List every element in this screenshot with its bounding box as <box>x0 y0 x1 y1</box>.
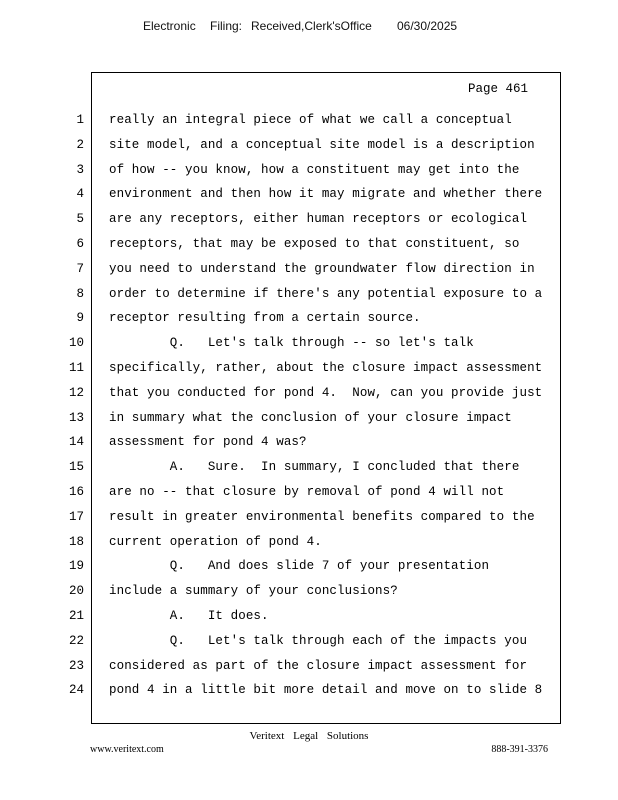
line-number: 21 <box>68 608 84 623</box>
line-number: 15 <box>68 460 84 475</box>
filing-stamp-received: Received,Clerk'sOffice <box>251 19 372 33</box>
transcript-line: include a summary of your conclusions? <box>109 584 398 599</box>
line-number: 20 <box>68 584 84 599</box>
line-number-column <box>62 111 84 706</box>
transcript-line: current operation of pond 4. <box>109 534 322 549</box>
line-number: 19 <box>68 559 84 574</box>
transcript-line: considered as part of the closure impact assessment for <box>109 658 528 673</box>
line-number: 18 <box>68 534 84 549</box>
transcript-line: assessment for pond 4 was? <box>109 435 307 450</box>
line-number: 5 <box>76 212 84 227</box>
line-number: 7 <box>76 261 84 276</box>
transcript-line: in summary what the conclusion of your closure impact <box>109 410 512 425</box>
footer-company: Veritext Legal Solutions <box>249 730 369 742</box>
transcript-line: pond 4 in a little bit more detail and move on to slide 8 <box>109 683 543 698</box>
transcript-line: really an integral piece of what we call a conceptual <box>109 113 512 127</box>
line-number: 8 <box>76 286 84 301</box>
transcript-line: A. It does. <box>109 608 269 623</box>
line-number: 16 <box>68 484 84 499</box>
line-number: 9 <box>76 311 84 326</box>
line-number: 23 <box>68 658 84 673</box>
transcript-line: specifically, rather, about the closure impact assessment <box>109 360 543 375</box>
transcript-line: Q. And does slide 7 of your presentation <box>109 559 490 574</box>
filing-stamp-filing: Filing: <box>210 19 243 33</box>
line-number: 2 <box>76 137 84 152</box>
line-number: 1 <box>76 113 84 127</box>
line-number: 22 <box>68 633 84 648</box>
transcript-line: are any receptors, either human receptors or ecological <box>109 212 528 227</box>
line-number: 24 <box>68 683 84 698</box>
transcript-line: Q. Let's talk through each of the impacts you <box>109 633 528 648</box>
transcript-line: that you conducted for pond 4. Now, can you provide just <box>109 385 543 400</box>
transcript-line: environment and then how it may migrate and whether there <box>109 187 543 202</box>
filing-stamp-electronic: Electronic <box>143 19 196 33</box>
filing-stamp-date: 06/30/2025 <box>397 19 458 33</box>
footer-phone: 888-391-3376 <box>491 744 548 755</box>
transcript-line: order to determine if there's any potential exposure to a <box>109 286 543 301</box>
transcript-body <box>109 111 549 706</box>
transcript-line: you need to understand the groundwater flow direction in <box>109 261 535 276</box>
line-number: 6 <box>76 236 84 251</box>
page-number: Page 461 <box>468 82 529 96</box>
line-number: 12 <box>68 385 84 400</box>
line-number: 10 <box>68 336 84 351</box>
footer-website: www.veritext.com <box>90 744 164 755</box>
transcript-line: result in greater environmental benefits compared to the <box>109 509 535 524</box>
line-number: 3 <box>76 162 84 177</box>
line-number: 11 <box>68 360 84 375</box>
line-number: 14 <box>68 435 84 450</box>
line-number: 13 <box>68 410 84 425</box>
transcript-line: are no -- that closure by removal of pond 4 will not <box>109 484 505 499</box>
line-number: 4 <box>76 187 84 202</box>
transcript-line: Q. Let's talk through -- so let's talk <box>109 336 474 351</box>
transcript-line: receptor resulting from a certain source. <box>109 311 421 326</box>
transcript-line: receptors, that may be exposed to that constituent, so <box>109 236 520 251</box>
transcript-line: site model, and a conceptual site model is a description <box>109 137 535 152</box>
transcript-line: of how -- you know, how a constituent may get into the <box>109 162 520 177</box>
transcript-line: A. Sure. In summary, I concluded that there <box>109 460 520 475</box>
line-number: 17 <box>68 509 84 524</box>
